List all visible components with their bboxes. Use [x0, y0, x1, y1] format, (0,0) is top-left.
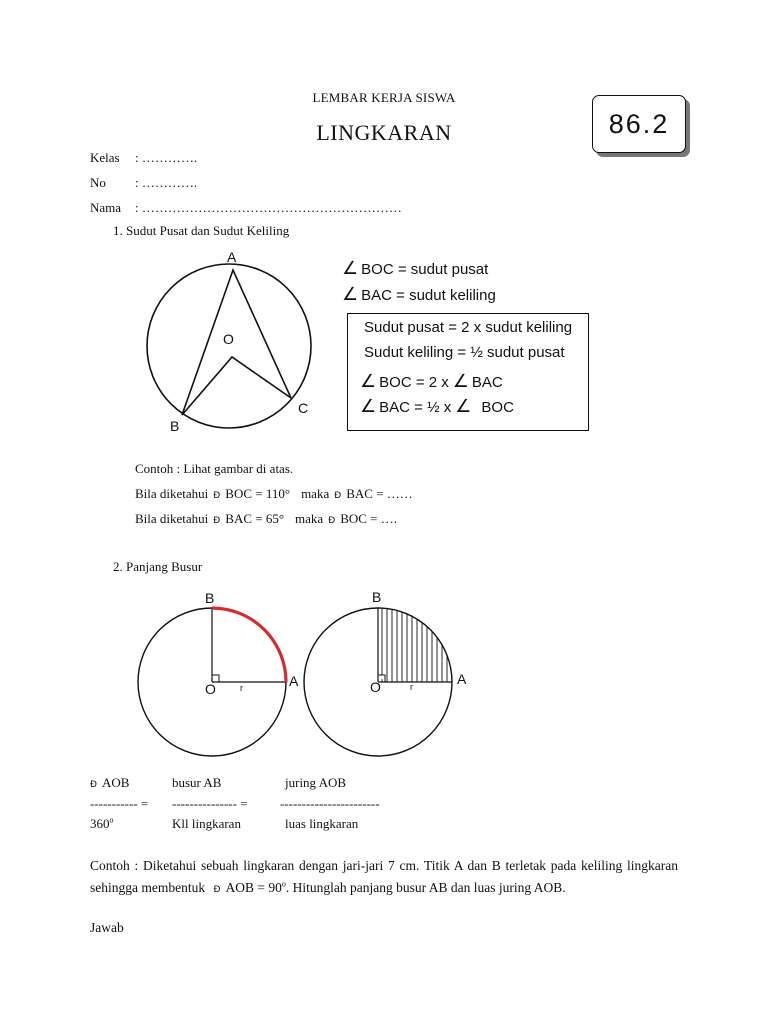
angle-icon: ∠ — [452, 371, 469, 392]
example-problem-text-a: Contoh : Diketahui sebuah lingkaran dengan jari-jari 7 cm. Titik A dan B terletak pada keliling lingkaran sehingga membentuk — [90, 858, 678, 895]
field-value-nama: : …………………………………………………… — [135, 200, 402, 215]
field-label-no: No — [90, 175, 106, 190]
formula-line-3-left: BOC = 2 x — [379, 374, 449, 391]
field-label-nama: Nama — [90, 200, 122, 215]
arc-point-a-label: A — [289, 673, 299, 689]
angle-boc-lines — [182, 357, 291, 415]
angle-icon: ∠ — [360, 371, 377, 392]
angle-icon: ∠ — [360, 396, 377, 417]
angle-icon: Ð — [90, 780, 97, 790]
proportion-dashes-2: --------------- = — [172, 796, 248, 811]
proportion-full-angle — [90, 816, 114, 832]
angle-bac-lines — [182, 270, 291, 415]
example-intro: Contoh : Lihat gambar di atas. — [135, 461, 294, 476]
proportion-full-angle-sup: o — [109, 815, 114, 825]
proportion-angle-name: AOB — [101, 775, 130, 790]
sector-point-a-label: A — [457, 671, 467, 687]
sector-radius-label: r — [410, 682, 413, 692]
example-problem-sup: o — [281, 879, 286, 889]
worksheet-label: LEMBAR KERJA SISWA — [312, 90, 456, 105]
answer-label: Jawab — [90, 920, 124, 935]
proportion-sector-term: juring AOB — [285, 775, 347, 790]
formula-line-4 — [360, 396, 514, 417]
proportion-arc-term: busur AB — [172, 775, 222, 790]
definition-central-angle — [342, 258, 488, 279]
example-line-2-given: BAC = 65° — [225, 511, 285, 526]
proportion-dashes-3: ----------------------- — [280, 796, 380, 811]
angle-icon: Ð — [334, 491, 342, 501]
example-problem-text-c: . Hitunglah panjang busur AB dan luas juring AOB. — [285, 880, 566, 895]
arc-point-b-label: B — [205, 590, 215, 606]
sector-diagram — [303, 604, 463, 764]
arc-ab — [212, 608, 286, 682]
angle-icon: ∠ — [342, 284, 359, 305]
example-line-2-prefix: Bila diketahui — [135, 511, 209, 526]
example-line-1-given: BOC = 110° — [225, 486, 291, 501]
proportion-full-angle-value: 360 — [90, 816, 110, 831]
example-problem-text-b: AOB = 90 — [225, 880, 282, 895]
example-line-1-mid: maka — [301, 486, 330, 501]
angle-icon: Ð — [328, 516, 336, 526]
proportion-circumference: Kll lingkaran — [172, 816, 241, 831]
angle-icon: Ð — [213, 885, 221, 895]
point-a-label: A — [227, 249, 237, 265]
field-value-kelas: : …………. — [135, 150, 198, 165]
sector-point-b-label: B — [372, 589, 382, 605]
code-badge: 86.2 — [592, 95, 686, 153]
point-c-label: C — [298, 400, 309, 416]
formula-line-4-right: BOC — [481, 399, 514, 416]
example-line-2-result: BOC = …. — [340, 511, 397, 526]
example-line-1-prefix: Bila diketahui — [135, 486, 209, 501]
example-problem — [90, 855, 678, 901]
definition-inscribed-angle-text: BAC = sudut keliling — [361, 287, 496, 304]
page-title: LINGKARAN — [316, 120, 452, 145]
formula-line-2: Sudut keliling = ½ sudut pusat — [364, 344, 565, 361]
field-value-no: : …………. — [135, 175, 198, 190]
sector-hatching — [382, 604, 447, 684]
formula-line-1: Sudut pusat = 2 x sudut keliling — [364, 319, 573, 336]
section-title-sudut: 1. Sudut Pusat dan Sudut Keliling — [113, 223, 290, 238]
inscribed-angle-diagram — [140, 262, 320, 442]
formula-line-3 — [360, 371, 503, 392]
proportion-dashes-1: ----------- = — [90, 796, 149, 811]
point-b-label: B — [170, 418, 180, 434]
example-line-2-mid: maka — [295, 511, 324, 526]
sector-point-o-label: O — [370, 679, 381, 695]
formula-line-4-left: BAC = ½ x — [379, 399, 452, 416]
example-line-1-result: BAC = …… — [346, 486, 413, 501]
arc-radius-label: r — [240, 683, 243, 693]
section-title-busur: 2. Panjang Busur — [113, 559, 203, 574]
angle-icon: Ð — [213, 516, 221, 526]
angle-icon: Ð — [213, 491, 221, 501]
definition-central-angle-text: BOC = sudut pusat — [361, 261, 489, 278]
definition-inscribed-angle — [342, 284, 496, 305]
angle-icon: ∠ — [455, 396, 472, 417]
arc-point-o-label: O — [205, 681, 216, 697]
example-line-1 — [135, 486, 413, 502]
example-line-2 — [135, 511, 397, 527]
proportion-area: luas lingkaran — [285, 816, 359, 831]
angle-icon: ∠ — [342, 258, 359, 279]
field-label-kelas: Kelas — [90, 150, 120, 165]
proportion-angle-term — [90, 775, 129, 791]
point-o-label: O — [223, 331, 234, 347]
formula-line-3-right: BAC — [471, 374, 503, 391]
